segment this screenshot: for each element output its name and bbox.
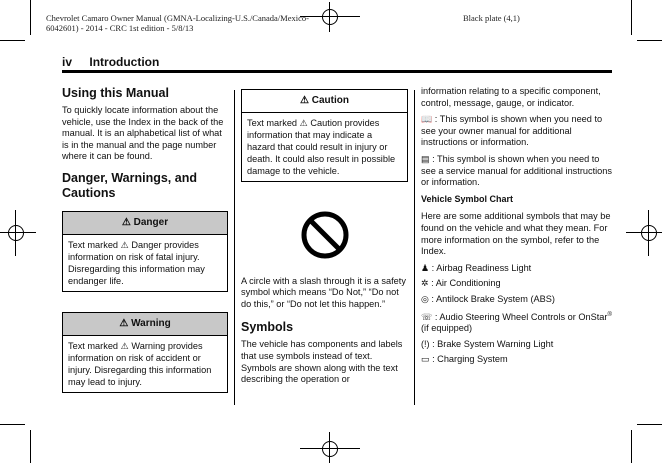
warning-triangle-icon: ⚠ <box>120 340 129 351</box>
battery-icon: ▭ <box>421 354 430 365</box>
text: provides information on risk of fatal injury. Disregarding this information may endanger life. <box>68 239 205 286</box>
service-manual-icon: ▤ <box>421 153 430 164</box>
crop-mark <box>631 0 632 35</box>
symbol-item <box>421 294 615 306</box>
paragraph <box>421 114 615 149</box>
page-number: iv <box>62 55 73 69</box>
crop-mark <box>30 0 31 35</box>
symbol-item <box>421 278 615 290</box>
symbol-item <box>421 263 615 275</box>
steering-wheel-controls-icon: ☏ <box>421 311 433 322</box>
warning-triangle-icon: ⚠ <box>121 216 131 228</box>
paragraph: A circle with a slash through it is a safety symbol which means “Do Not,” “Do not do this,” or “Do not let this happen.” <box>241 275 406 309</box>
paragraph: To quickly locate information about the vehicle, use the Index in the back of the manual. It is an alphabetical list of what is in the manual and the page number where it can be found. <box>62 105 224 162</box>
running-head <box>62 55 159 69</box>
section-heading: Using this Manual <box>62 86 169 100</box>
paragraph: information relating to a specific component, control, message, gauge, or indicator. <box>421 86 601 108</box>
section-heading: Danger, Warnings, and Cautions <box>62 170 197 200</box>
warning-triangle-icon: ⚠ <box>300 95 309 106</box>
text: Caution <box>310 118 343 128</box>
box-label: Danger <box>133 216 169 228</box>
registration-mark <box>641 225 657 241</box>
section-heading: Symbols <box>241 320 294 335</box>
symbol-item <box>421 354 615 366</box>
column-divider <box>414 90 415 405</box>
prohibition-icon <box>241 210 408 264</box>
paragraph <box>421 154 615 189</box>
warning-triangle-icon: ⚠ <box>299 118 308 128</box>
paragraph: Here are some additional symbols that may be found on the vehicle and what they mean. For more information on the symbol, refer to the Index. <box>421 211 611 257</box>
header-line-1: Chevrolet Camaro Owner Manual (GMNA-Localizing-U.S./Canada/Mexico- <box>46 13 309 23</box>
brake-warning-icon: (!) <box>421 338 430 349</box>
crop-mark <box>0 40 25 41</box>
text: provides information on risk of accident or injury. Disregarding this information may lead to injury. <box>68 340 212 387</box>
text: ® <box>607 311 612 318</box>
warning-triangle-icon: ⚠ <box>120 239 129 250</box>
text: : This symbol is shown when you need to see your owner manual for additional instructions or information. <box>421 114 603 148</box>
text: Text marked <box>247 118 298 128</box>
print-header <box>46 13 309 33</box>
text: Text marked <box>68 340 119 351</box>
air-conditioning-icon: ✲ <box>421 278 429 289</box>
registration-mark <box>8 225 24 241</box>
text: : This symbol is shown when you need to see a service manual for additional instructions or information. <box>421 153 612 188</box>
header-line-2: 6042601) - 2014 - CRC 1st edition - 5/8/13 <box>46 23 194 33</box>
text: : Airbag Readiness Light <box>431 262 532 273</box>
text: : Charging System <box>432 354 508 365</box>
column-1 <box>62 86 228 393</box>
danger-box <box>62 211 228 292</box>
box-label: Warning <box>131 317 171 329</box>
crop-mark <box>0 424 25 425</box>
plate-label: Black plate (4,1) <box>463 13 520 23</box>
column-2 <box>241 89 408 391</box>
registration-mark <box>322 9 338 25</box>
crop-mark <box>30 430 31 463</box>
text: : Air Conditioning <box>431 278 501 289</box>
crop-mark <box>637 424 662 425</box>
owner-manual-icon: 📖 <box>421 114 433 125</box>
text: : Audio Steering Wheel Controls or OnStar <box>434 311 608 322</box>
column-3 <box>421 86 615 370</box>
airbag-icon: ♟ <box>421 262 430 273</box>
caution-box <box>241 89 408 182</box>
warning-box <box>62 312 228 393</box>
text: Danger <box>131 239 162 250</box>
symbol-item <box>421 339 615 351</box>
header-rule <box>62 70 612 73</box>
column-divider <box>234 90 235 405</box>
text: (if equipped) <box>421 323 473 334</box>
crop-mark <box>631 430 632 463</box>
text: provides information that may indicate a hazard that could result in injury or death. It could also result in possible damage to the vehicle. <box>247 118 396 176</box>
text: Warning <box>131 340 166 351</box>
text: : Antilock Brake System (ABS) <box>431 293 555 304</box>
registration-mark <box>322 441 338 457</box>
subheading: Vehicle Symbol Chart <box>421 193 514 204</box>
box-label: Caution <box>311 95 349 106</box>
paragraph: The vehicle has components and labels that use symbols instead of text. Symbols are shown along with the text describing the operation or <box>241 339 403 385</box>
warning-triangle-icon: ⚠ <box>119 317 129 329</box>
symbol-item <box>421 310 615 335</box>
crop-mark <box>637 40 662 41</box>
section-title: Introduction <box>89 55 160 69</box>
text: : Brake System Warning Light <box>432 338 554 349</box>
abs-icon: ◎ <box>421 293 429 304</box>
text: Text marked <box>68 239 119 250</box>
